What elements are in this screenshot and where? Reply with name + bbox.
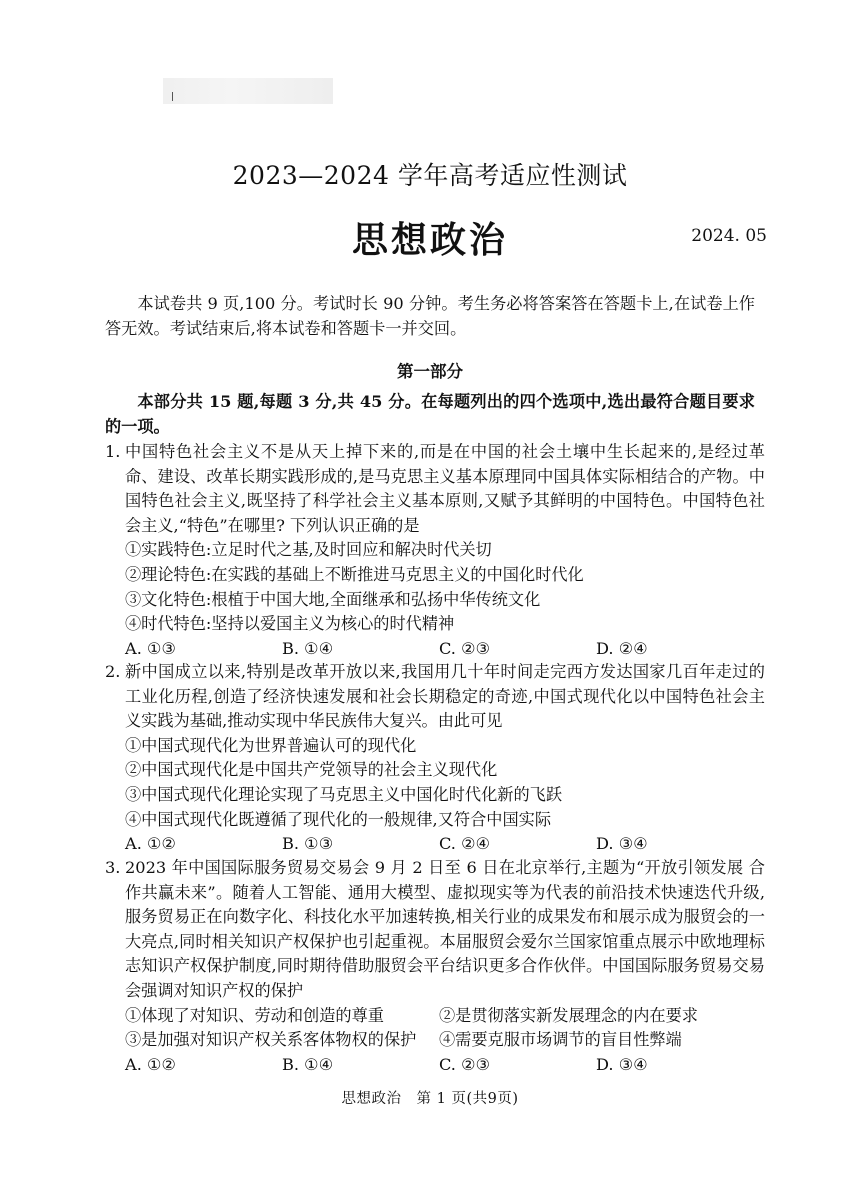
question-1: [105, 440, 765, 661]
statement-1: ①体现了对知识、劳动和创造的尊重: [125, 1005, 384, 1025]
option-b[interactable]: B. ①④: [282, 1054, 334, 1074]
option-b[interactable]: B. ①③: [282, 834, 334, 854]
question-stem: 新中国成立以来,特别是改革开放以来,我国用几十年时间走完西方发达国家几百年走过的工业化历程,创造了经济快速发展和社会长期稳定的奇迹,中国式现代化以中国特色社会主义实践为基础,推动实现中华民族伟大复兴。由此可见: [125, 662, 765, 731]
statement-3: ③文化特色:根植于中国大地,全面继承和弘扬中华传统文化: [125, 589, 541, 609]
statement-3: ③中国式现代化理论实现了马克思主义中国化时代化新的飞跃: [125, 784, 563, 804]
page-footer: 思想政治 第 1 页(共9页): [341, 1091, 519, 1107]
instructions: 本试卷共 9 页,100 分。考试时长 90 分钟。考生务必将答案答在答题卡上,在试卷上作答无效。考试结束后,将本试卷和答题卡一并交回。: [105, 294, 755, 338]
statement-2: ②是贯彻落实新发展理念的内在要求: [439, 1005, 698, 1025]
question-number: 3.: [105, 858, 121, 877]
exam-date: 2024. 05: [691, 226, 767, 246]
answer-options: [125, 1053, 765, 1078]
statement-4: ④中国式现代化既遵循了现代化的一般规律,又符合中国实际: [125, 809, 552, 829]
section-title: 第一部分: [397, 362, 463, 381]
answer-options: [125, 637, 765, 662]
option-d[interactable]: D. ③④: [596, 834, 648, 854]
statement-4: ④时代特色:坚持以爱国主义为核心的时代精神: [125, 614, 455, 634]
exam-title: 2023—2024 学年高考适应性测试: [232, 161, 628, 190]
option-d[interactable]: D. ③④: [596, 1054, 648, 1074]
option-a[interactable]: A. ①②: [125, 834, 177, 854]
question-number: 1.: [105, 442, 121, 461]
statement-row-1: [125, 1004, 765, 1029]
statement-2: ②理论特色:在实践的基础上不断推进马克思主义的中国化时代化: [125, 564, 584, 584]
option-c[interactable]: C. ②③: [439, 638, 491, 658]
question-stem: 中国特色社会主义不是从天上掉下来的,而是在中国的社会土壤中生长起来的,是经过革命、建设、改革长期实践形成的,是马克思主义基本原理同中国具体实际相结合的产物。中国特色社会主义,既坚持了科学社会主义基本原则,又赋予其鲜明的中国特色。中国特色社会主义,“特色”在哪里? 下列认识正确的是: [125, 442, 765, 535]
answer-options: [125, 832, 765, 857]
question-number: 2.: [105, 662, 121, 681]
option-b[interactable]: B. ①④: [282, 638, 334, 658]
question-3: [105, 856, 765, 1077]
statement-1: ①实践特色:立足时代之基,及时回应和解决时代关切: [125, 540, 492, 560]
option-a[interactable]: A. ①②: [125, 1054, 177, 1074]
option-a[interactable]: A. ①③: [125, 638, 177, 658]
statement-4: ④需要克服市场调节的盲目性弊端: [439, 1030, 682, 1050]
subject-title: 思想政治: [351, 219, 508, 261]
statement-2: ②中国式现代化是中国共产党领导的社会主义现代化: [125, 760, 498, 780]
scan-smudge: [163, 78, 333, 104]
statement-1: ①中国式现代化为世界普遍认可的现代化: [125, 735, 417, 755]
statement-row-2: [125, 1028, 765, 1053]
option-d[interactable]: D. ②④: [596, 638, 648, 658]
section-description: 本部分共 15 题,每题 3 分,共 45 分。在每题列出的四个选项中,选出最符合题目要求的一项。: [105, 392, 755, 436]
question-2: [105, 660, 765, 857]
option-c[interactable]: C. ②④: [439, 834, 491, 854]
statement-3: ③是加强对知识产权关系客体物权的保护: [125, 1030, 417, 1050]
option-c[interactable]: C. ②③: [439, 1054, 491, 1074]
question-stem: 2023 年中国国际服务贸易交易会 9 月 2 日至 6 日在北京举行,主题为“开放引领发展 合作共赢未来”。随着人工智能、通用大模型、虚拟现实等为代表的前沿技术快速迭代升级,服务贸易正在向数字化、科技化水平加速转换,相关行业的成果发布和展示成为服贸会的一大亮点,同时相关知识产权保护也引起重视。本届服贸会爱尔兰国家馆重点展示中欧地理标志知识产权保护制度,同时期待借助服贸会平台结识更多合作伙伴。中国国际服务贸易交易会强调对知识产权的保护: [125, 858, 765, 1000]
scan-mark: [172, 92, 173, 101]
